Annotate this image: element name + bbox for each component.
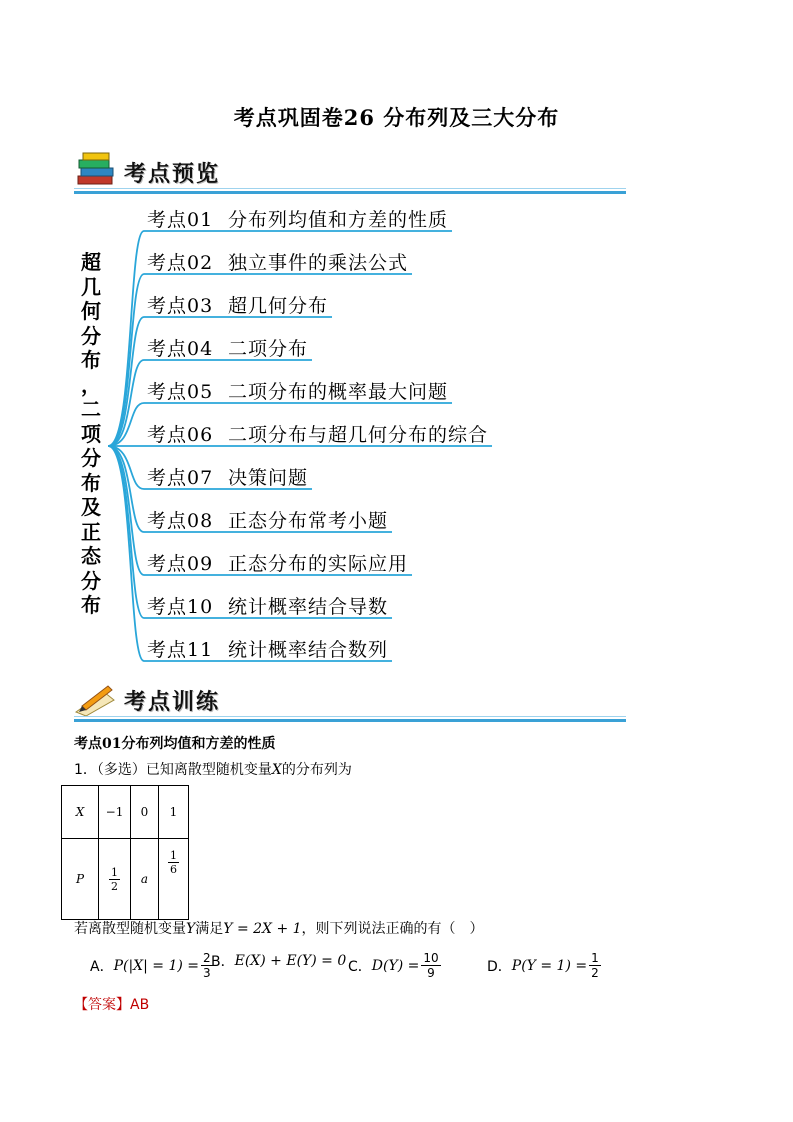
question-var: X [271,762,282,778]
point-item [147,291,328,318]
point-text: 决策问题 [228,467,309,489]
vertical-label-char: 分 [81,568,101,593]
point-item [147,377,448,404]
table-cell-p-label: P [62,839,99,920]
preview-heading: 考点预览 [124,162,221,187]
vertical-label-char: 超 [81,250,101,274]
exercise-section-title: 考点01分布列均值和方差的性质 [74,736,276,752]
point-text: 二项分布 [228,338,309,360]
vertical-label-char: ， [81,372,101,397]
vertical-label-char: 及 [81,495,101,519]
vertical-label-char: 态 [81,544,101,568]
point-text: 正态分布常考小题 [228,510,389,532]
point-code: 考点05 [147,381,214,403]
training-heading: 考点训练 [124,690,221,715]
table-cell-p2: a [131,839,159,920]
point-code: 考点07 [147,467,214,489]
question-condition: 若离散型随机变量Y满足Y = 2X + 1，则下列说法正确的有（ ） [74,921,484,937]
point-item [147,248,408,275]
training-section-header [74,676,626,722]
table-cell-x3: 1 [159,786,189,839]
point-item [147,592,388,619]
vertical-label-char: 二 [81,397,101,421]
point-text: 独立事件的乘法公式 [228,252,409,274]
table-cell-p1: $\frac{1}{2}$ [99,839,131,920]
answer-value: AB [130,997,150,1013]
point-code: 考点06 [147,424,214,446]
point-code: 考点11 [147,639,214,661]
point-item [147,463,308,490]
question-tag: （多选） [96,762,146,778]
vertical-label-char: 正 [81,519,101,544]
document-title: 考点巩固卷26 分布列及三大分布 [233,105,560,130]
point-item [147,205,448,232]
books-icon [74,152,118,188]
vertical-label-char: 布 [81,348,101,372]
point-code: 考点10 [147,596,214,618]
point-item [147,420,488,447]
point-text: 二项分布的概率最大问题 [228,381,449,403]
table-cell-x2: 0 [131,786,159,839]
table-cell-p3: $\frac{1}{6}$ [159,839,189,920]
vertical-label-char: 布 [81,593,101,617]
point-code: 考点09 [147,553,214,575]
point-code: 考点03 [147,295,214,317]
option-c: C． D(Y) = $\frac{10}{9}$ [348,951,439,980]
answer [74,994,149,1014]
point-code: 考点01 [147,209,214,231]
point-text: 分布列均值和方差的性质 [228,209,449,231]
point-code: 考点08 [147,510,214,532]
question-1 [74,759,352,779]
point-code: 考点02 [147,252,214,274]
preview-section-header [74,148,626,194]
table-cell-x-label: X [62,786,99,839]
vertical-label-char: 项 [81,421,101,446]
option-b: B． E(X) + E(Y) = 0 [211,953,347,970]
question-text-after: 的分布列为 [281,762,352,778]
point-item [147,334,308,361]
vertical-label-char: 何 [81,299,101,323]
point-code: 考点04 [147,338,214,360]
point-text: 统计概率结合导数 [228,596,389,618]
point-text: 超几何分布 [228,295,329,317]
pencil-paper-icon [74,682,118,716]
point-text: 统计概率结合数列 [228,639,389,661]
vertical-label-char: 分 [81,323,101,348]
point-text: 二项分布与超几何分布的综合 [228,424,489,446]
option-a: A． P(|X| = 1) = $\frac{2}{3}$ [90,951,211,980]
vertical-label-char: 布 [81,470,101,495]
distribution-table [61,785,189,920]
point-item [147,549,408,576]
vertical-label-char: 几 [81,274,101,299]
question-number: 1． [74,762,97,778]
question-text-before: 已知离散型随机变量 [145,762,272,778]
table-cell-x1: −1 [99,786,131,839]
point-item [147,506,388,533]
point-item [147,635,388,662]
vertical-label-char: 分 [81,446,101,470]
point-text: 正态分布的实际应用 [228,553,409,575]
option-d: D． P(Y = 1) = $\frac{1}{2}$ [487,951,599,980]
answer-tag: 【答案】 [74,997,130,1013]
